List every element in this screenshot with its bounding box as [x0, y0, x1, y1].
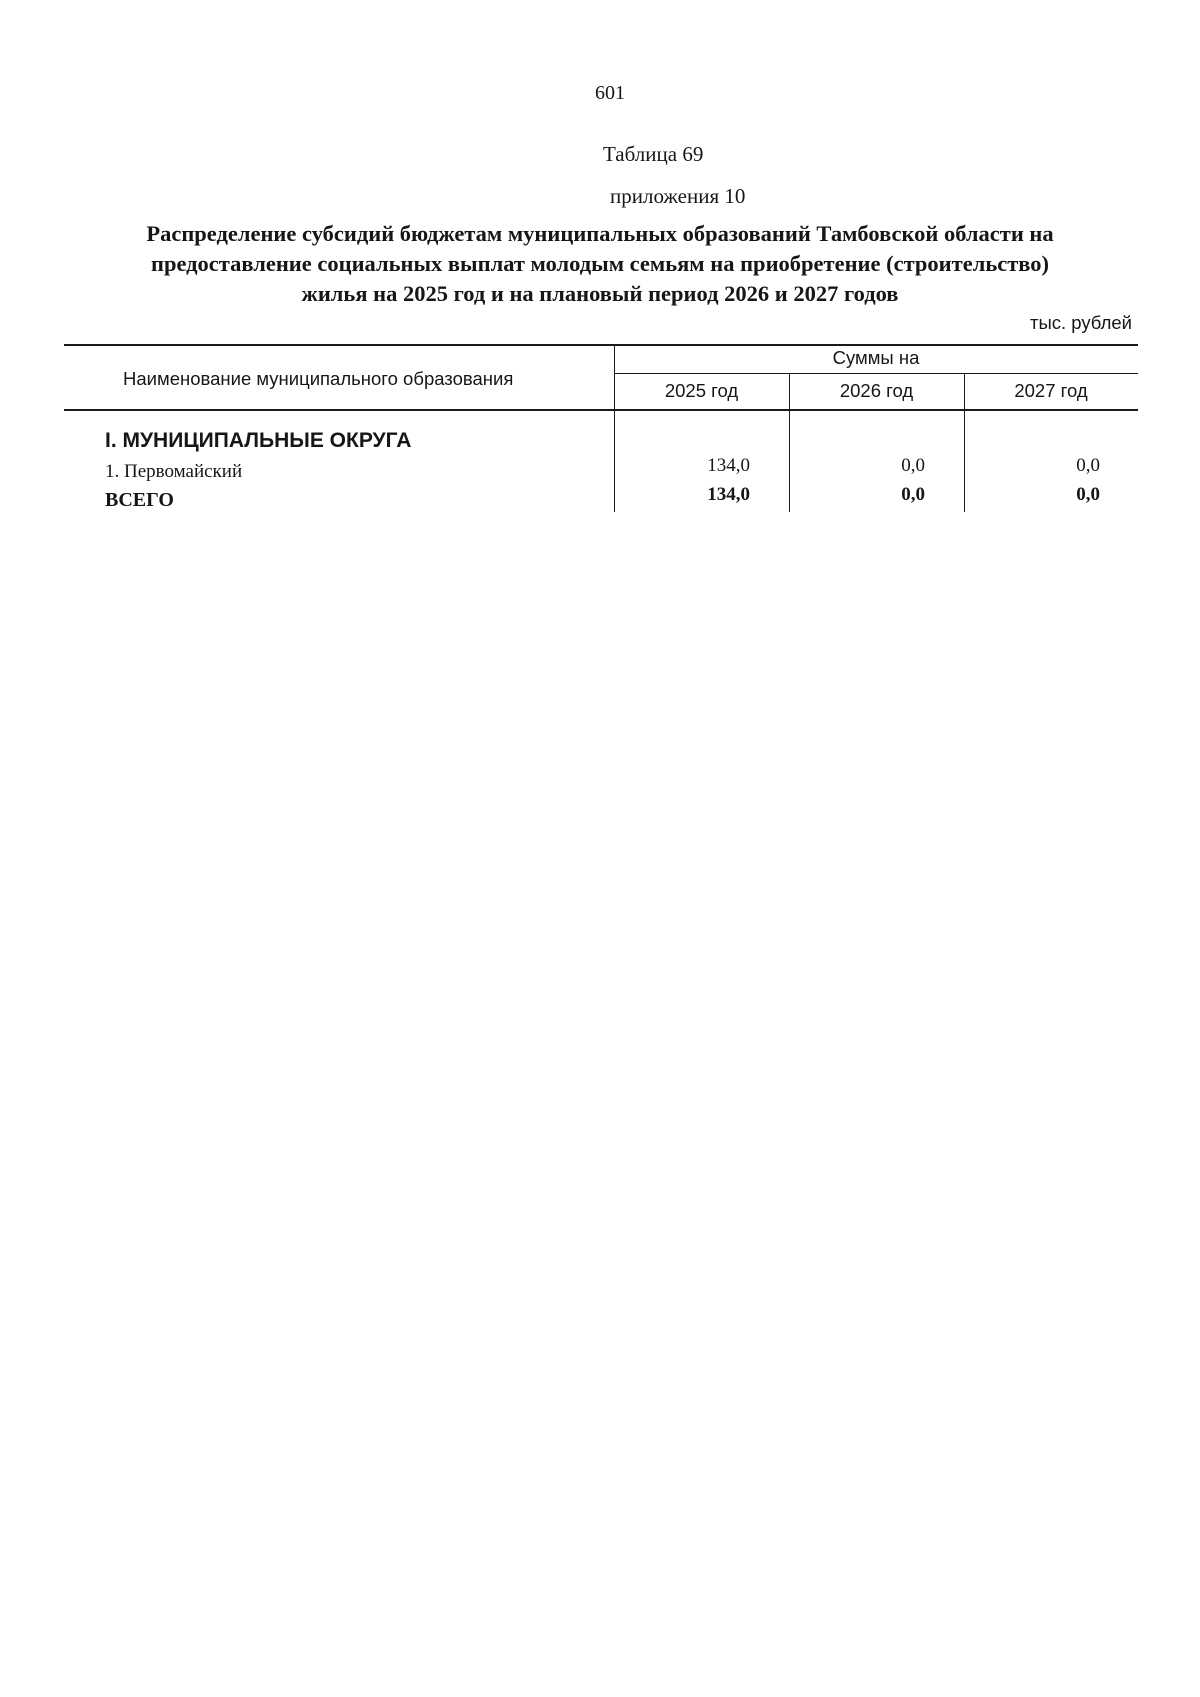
total-value-2025: 134,0: [707, 484, 750, 505]
title-line-3: жилья на 2025 год и на плановый период 2026 и 2027 годов: [301, 281, 899, 306]
table-label: Таблица 69: [603, 142, 704, 166]
total-value-2026: 0,0: [901, 484, 925, 505]
total-label: ВСЕГО: [105, 489, 174, 511]
total-value-2027: 0,0: [1076, 484, 1100, 505]
appendix-label: приложения 10: [610, 184, 746, 208]
row-value-2026: 0,0: [901, 455, 925, 476]
sums-group-header: Суммы на: [832, 347, 920, 368]
row-value-2027: 0,0: [1076, 455, 1100, 476]
page-number: 601: [595, 82, 625, 104]
section-heading: I. МУНИЦИПАЛЬНЫЕ ОКРУГА: [105, 429, 412, 452]
row-name: 1. Первомайский: [105, 461, 243, 482]
row-value-2025: 134,0: [707, 455, 750, 476]
table-top-rule: [64, 344, 1138, 346]
header-bottom-rule: [64, 409, 1138, 411]
title-line-2: предоставление социальных выплат молодым семьям на приобретение (строительство): [151, 251, 1049, 276]
document-title: [90, 219, 1110, 309]
name-column-header: Наименование муниципального образования: [123, 368, 514, 389]
title-line-1: Распределение субсидий бюджетам муниципальных образований Тамбовской области на: [146, 221, 1054, 246]
year-2025-header: 2025 год: [664, 380, 739, 401]
units-label: тыс. рублей: [1029, 312, 1132, 333]
year-2027-header: 2027 год: [1014, 380, 1088, 401]
years-header-rule: [614, 373, 1138, 374]
year-2026-header: 2026 год: [839, 380, 914, 401]
